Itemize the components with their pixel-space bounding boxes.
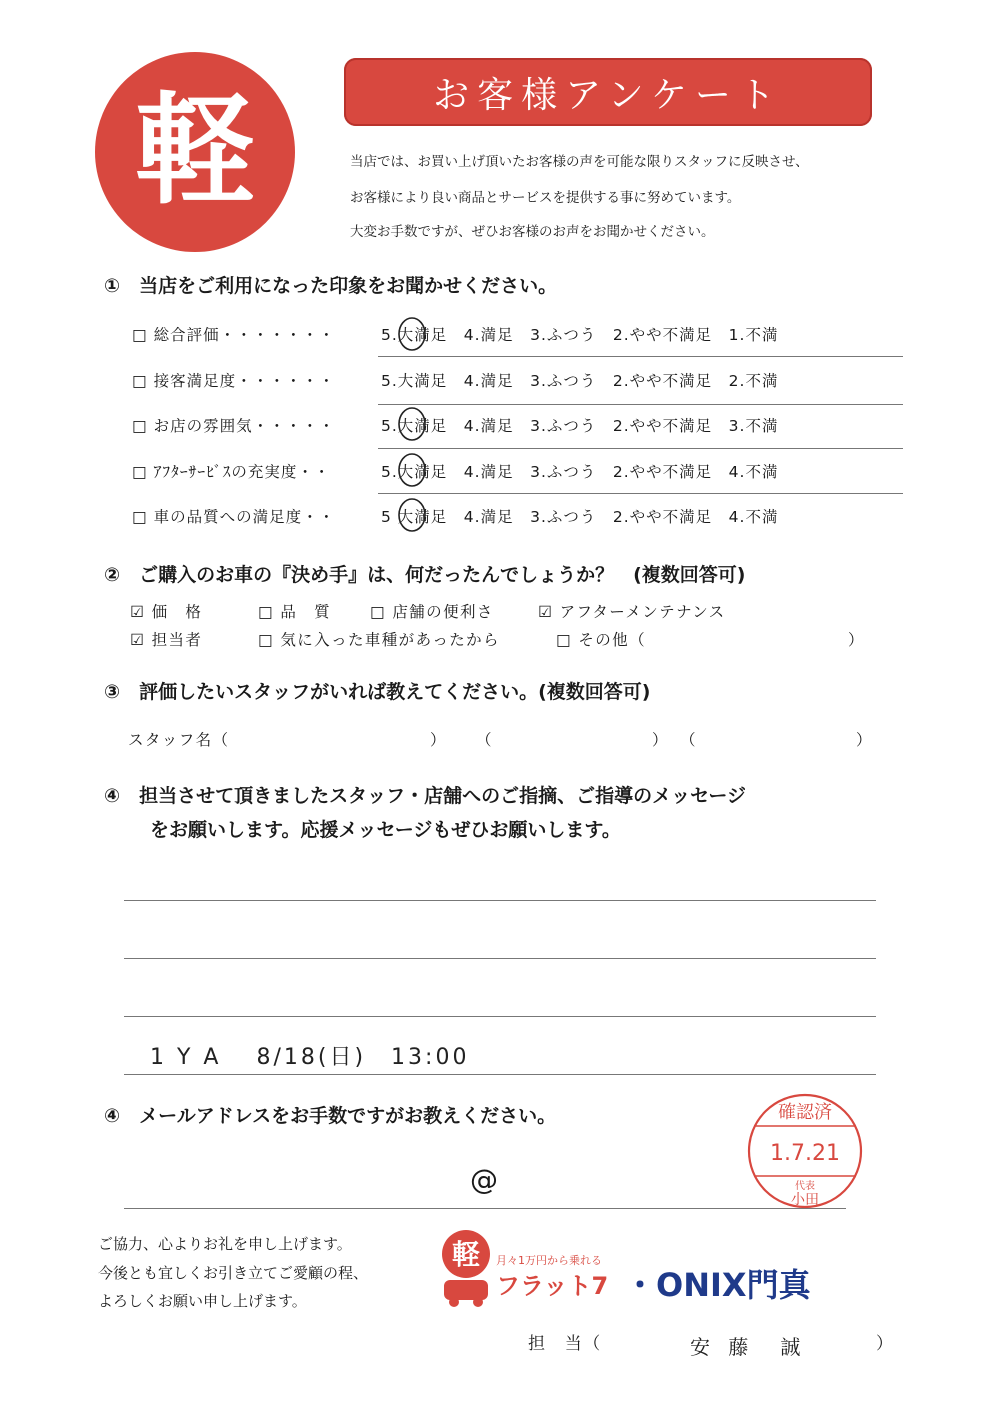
option-after-maintenance[interactable]: ☑ アフターメンテナンス [538,603,726,621]
q1-title: ① 当店をご利用になった印象をお聞かせください。 [104,275,558,297]
option-other[interactable]: □ その他（ [556,631,646,649]
option-quality[interactable]: □ 品 質 [258,603,332,621]
charge-label: 担 当（ [528,1334,602,1354]
option-staff[interactable]: ☑ 担当者 [130,631,203,649]
q1-row-options[interactable]: 5 大満足 4.満足 3.ふつう 2.やや不満足 4.不満 [381,508,779,526]
answer-line[interactable] [124,1074,876,1075]
divider [378,493,903,494]
paren-close: ） [430,731,447,749]
thanks-line-3: よろしくお願い申し上げます。 [98,1292,307,1310]
brand-tagline: 月々1万円から乗れる [496,1254,602,1267]
option-convenience[interactable]: □ 店舗の便利さ [370,603,494,621]
confirmation-stamp [742,1088,868,1214]
paren-open: （ [476,731,493,749]
divider [378,356,903,357]
logo-char: 軽 [135,82,255,221]
q1-row-label[interactable]: □ 総合評価・・・・・・・ [132,326,336,344]
divider [378,404,903,405]
option-other-close: ） [848,631,865,649]
q1-row-options[interactable]: 5.大満足 4.満足 3.ふつう 2.やや不満足 3.不満 [381,417,779,435]
option-price[interactable]: ☑ 価 格 [130,603,203,621]
intro-line-3: 大変お手数ですが、ぜひお客様のお声をお聞かせください。 [350,224,715,240]
paren-open: （ [680,731,697,749]
page-title: お客様アンケート [433,74,783,116]
paren-close: ） [652,731,669,749]
staff-name-label: スタッフ名（ [128,731,230,749]
answer-line[interactable] [124,1016,876,1017]
q4-title-line-1: ④ 担当させて頂きましたスタッフ・店舗へのご指摘、ご指導のメッセージ [104,785,746,807]
brand-logo-char: 軽 [451,1238,481,1271]
q1-row-label[interactable]: □ ｱﾌﾀｰｻｰﾋﾞｽの充実度・・ [132,463,331,481]
answer-line[interactable] [124,958,876,959]
q1-row-label[interactable]: □ 接客満足度・・・・・・ [132,372,336,390]
charge-close: ） [876,1334,895,1354]
handwritten-message: 1 Y A 8/18(日) 13:00 [150,1045,470,1070]
q1-row-options[interactable]: 5.大満足 4.満足 3.ふつう 2.やや不満足 2.不満 [381,372,779,390]
q2-title: ② ご購入のお車の『決め手』は、何だったんでしょうか？ (複数回答可) [104,564,746,586]
brand-logo [438,1226,886,1312]
thanks-line-1: ご協力、心よりお礼を申し上げます。 [98,1235,352,1253]
q5-title: ④ メールアドレスをお手数ですがお教えください。 [104,1105,557,1127]
option-liked-model[interactable]: □ 気に入った車種があったから [258,631,500,649]
intro-line-1: 当店では、お買い上げ頂いたお客様の声を可能な限りスタッフに反映させ、 [350,154,809,170]
handwritten-circle-marks [388,312,438,542]
q3-title: ③ 評価したいスタッフがいれば教えてください。(複数回答可) [104,681,651,703]
thanks-line-2: 今後とも宜しくお引き立てご愛顧の程、 [98,1264,369,1282]
stamp-label: 確認済 [778,1102,832,1123]
brand-flat: フラット7 [496,1272,609,1300]
paren-close: ） [856,731,873,749]
charge-name: 安 藤 誠 [690,1335,807,1359]
stamp-role: 代表 [795,1181,815,1192]
divider [378,448,903,449]
email-input-line[interactable] [124,1208,846,1209]
answer-line[interactable] [124,900,876,901]
stamp-date: 1.7.21 [770,1141,840,1166]
q1-row-options[interactable]: 5.大満足 4.満足 3.ふつう 2.やや不満足 4.不満 [381,463,779,481]
kei-logo-stamp [85,42,305,262]
at-sign: @ [470,1163,498,1196]
q1-row-label[interactable]: □ お店の雰囲気・・・・・ [132,417,336,435]
intro-line-2: お客様により良い商品とサービスを提供する事に努めています。 [350,190,741,206]
q4-title-line-2: をお願いします。応援メッセージもぜひお願いします。 [150,819,621,841]
q1-row-label[interactable]: □ 車の品質への満足度・・ [132,508,336,526]
brand-onix: ・ONIX門真 [624,1266,811,1304]
q1-row-options[interactable]: 5.大満足 4.満足 3.ふつう 2.やや不満足 1.不満 [381,326,779,344]
stamp-name: 小田 [791,1192,819,1208]
